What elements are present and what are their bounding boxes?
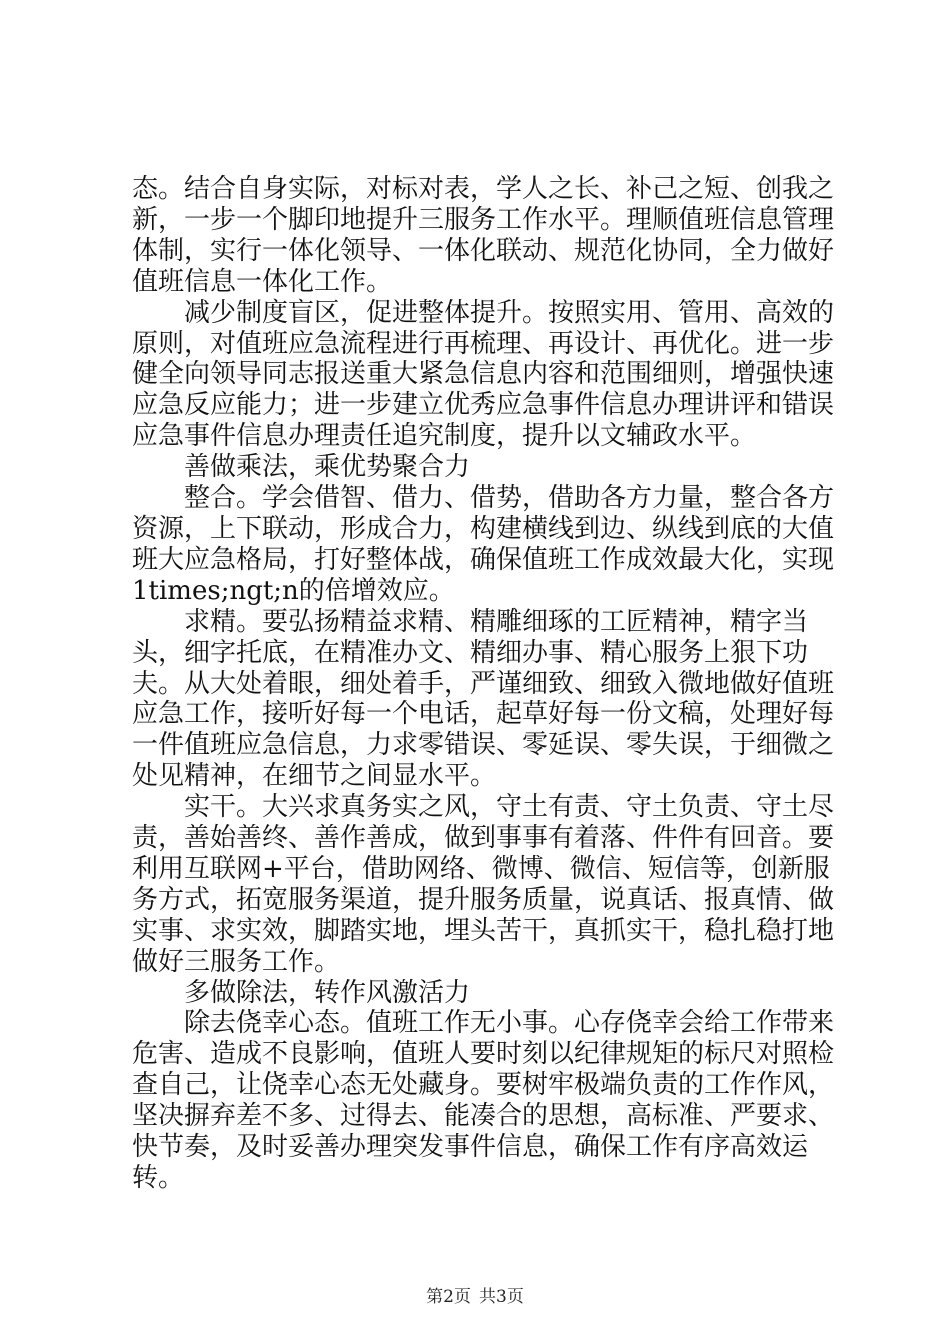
paragraph-integration: 整合。学会借智、借力、借势，借助各方力量，整合各方资源，上下联动，形成合力，构建横线到边、纵线到底的大值班大应急格局，打好整体战，确保值班工作成效最大化，实现1times;ngt;n的倍增效应。 (132, 483, 835, 606)
page-footer (0, 1286, 950, 1308)
page-number: 第2页 (426, 1287, 471, 1307)
section-heading-division: 多做除法，转作风激活力 (184, 977, 471, 1008)
section-heading-multiplication: 善做乘法，乘优势聚合力 (184, 452, 471, 483)
document-body (132, 174, 842, 1194)
paragraph-remove-luck-mentality: 除去侥幸心态。值班工作无小事。心存侥幸会给工作带来危害、造成不良影响，值班人要时刻以纪律规矩的标尺对照检查自己，让侥幸心态无处藏身。要树牢极端负责的工作作风，坚决摒弃差不多、过得去、能凑合的思想，高标准、严要求、快节奏，及时妥善办理突发事件信息，确保工作有序高效运转。 (132, 1008, 835, 1193)
page-total: 共3页 (479, 1287, 524, 1307)
paragraph-reduce-blind-spots: 减少制度盲区，促进整体提升。按照实用、管用、高效的原则，对值班应急流程进行再梳理、再设计、再优化。进一步健全向领导同志报送重大紧急信息内容和范围细则，增强快速应急反应能力；进一步建立优秀应急事件信息办理讲评和错误应急事件信息办理责任追究制度，提升以文辅政水平。 (132, 297, 835, 452)
paragraph-precision: 求精。要弘扬精益求精、精雕细琢的工匠精神，精字当头，细字托底，在精准办文、精细办事、精心服务上狠下功夫。从大处着眼，细处着手，严谨细致、细致入微地做好值班应急工作，接听好每一个电话，起草好每一份文稿，处理好每一件值班应急信息，力求零错误、零延误、零失误，于细微之处见精神，在细节之间显水平。 (132, 606, 835, 792)
paragraph-practical-work: 实干。大兴求真务实之风，守土有责、守土负责、守土尽责，善始善终、善作善成，做到事事有着落、件件有回音。要利用互联网+平台，借助网络、微博、微信、短信等，创新服务方式，拓宽服务渠道，提升服务质量，说真话、报真情、做实事、求实效，脚踏实地，埋头苦干，真抓实干，稳扎稳打地做好三服务工作。 (132, 792, 835, 977)
paragraph-continuation: 态。结合自身实际，对标对表，学人之长、补己之短、创我之新，一步一个脚印地提升三服务工作水平。理顺值班信息管理体制，实行一体化领导、一体化联动、规范化协同，全力做好值班信息一体化工作。 (132, 174, 835, 297)
